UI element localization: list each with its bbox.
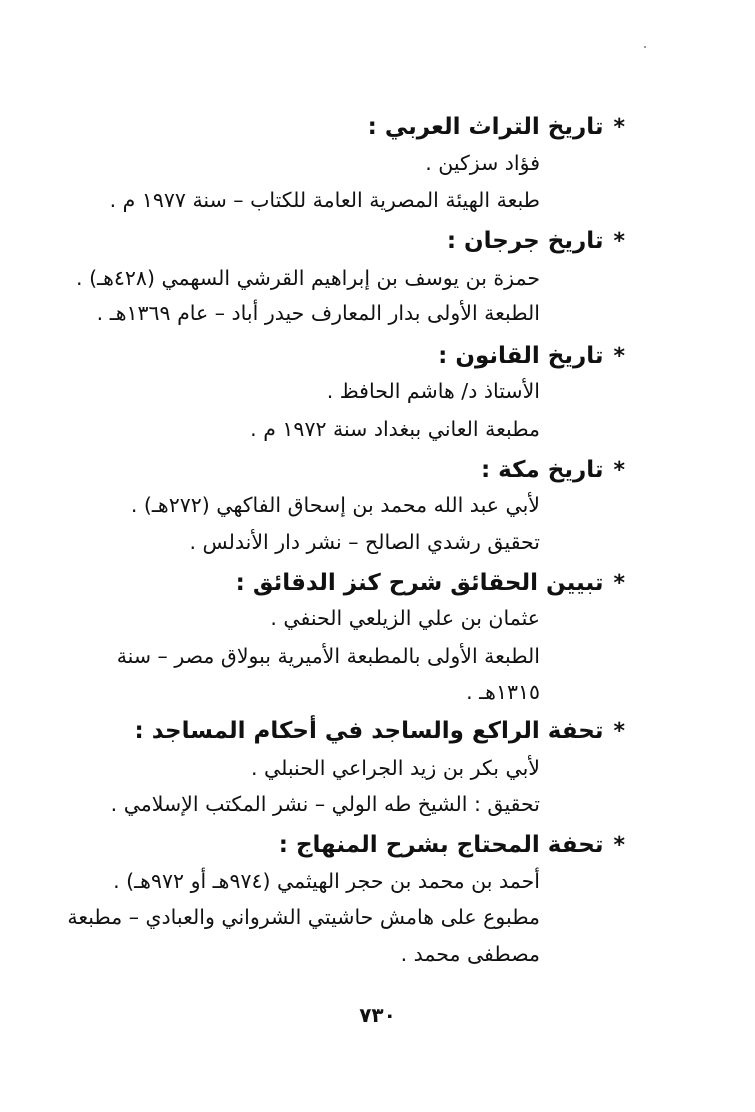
entry-line: الأستاذ د/ هاشم الحافظ . — [326, 379, 540, 403]
entry-title — [368, 116, 625, 139]
entry-line: مطبوع على هامش حاشيتي الشرواني والعبادي – مطبعة — [67, 905, 540, 929]
entry-line: لأبي عبد الله محمد بن إسحاق الفاكهي (٢٧٢هـ) . — [130, 493, 540, 517]
entry-title — [279, 834, 625, 857]
entry-title-text: تبيين الحقائق شرح كنز الدقائق : — [235, 570, 604, 596]
entry-title-text: تاريخ جرجان : — [446, 228, 604, 254]
bullet-star: * — [613, 115, 625, 140]
entry-line: طبعة الهيئة المصرية العامة للكتاب – سنة ١٩٧٧ م . — [109, 188, 540, 212]
scan-speck — [644, 46, 646, 48]
entry-line: لأبي بكر بن زيد الجراعي الحنبلي . — [250, 756, 540, 780]
entry-title-text: تاريخ القانون : — [438, 343, 604, 369]
entry-title — [236, 572, 625, 595]
page-number: ٧٣٠ — [359, 1003, 396, 1027]
bullet-star: * — [613, 344, 625, 369]
entry-title — [438, 345, 625, 368]
entry-line: تحقيق رشدي الصالح – نشر دار الأندلس . — [189, 530, 540, 554]
entry-line: مطبعة العاني ببغداد سنة ١٩٧٢ م . — [250, 417, 540, 441]
entry-line: حمزة بن يوسف بن إبراهيم القرشي السهمي (٤٢٨هـ) . — [76, 266, 540, 290]
entry-title — [447, 230, 625, 253]
bullet-star: * — [613, 571, 625, 596]
bullet-star: * — [613, 229, 625, 254]
entry-title-text: تحفة المحتاج بشرح المنهاج : — [278, 832, 604, 858]
bullet-star: * — [613, 719, 625, 744]
entry-title-text: تحفة الراكع والساجد في أحكام المساجد : — [134, 718, 604, 744]
entry-line: الطبعة الأولى بدار المعارف حيدر أباد – عام ١٣٦٩هـ . — [96, 301, 540, 325]
entry-line: ١٣١٥هـ . — [466, 680, 540, 704]
entry-line: فؤاد سزكين . — [425, 151, 540, 175]
entry-title — [135, 720, 626, 743]
bullet-star: * — [613, 458, 625, 483]
entry-line: عثمان بن علي الزيلعي الحنفي . — [270, 606, 540, 630]
entry-line: الطبعة الأولى بالمطبعة الأميرية ببولاق مصر – سنة — [116, 644, 540, 668]
bullet-star: * — [613, 833, 625, 858]
entry-title-text: تاريخ التراث العربي : — [367, 114, 604, 140]
entry-line: مصطفى محمد . — [400, 942, 540, 966]
entry-title-text: تاريخ مكة : — [480, 457, 604, 483]
entry-line: تحقيق : الشيخ طه الولي – نشر المكتب الإسلامي . — [110, 792, 540, 816]
entry-title — [481, 459, 625, 482]
entry-line: أحمد بن محمد بن حجر الهيثمي (٩٧٤هـ أو ٩٧٢هـ) . — [113, 869, 540, 893]
